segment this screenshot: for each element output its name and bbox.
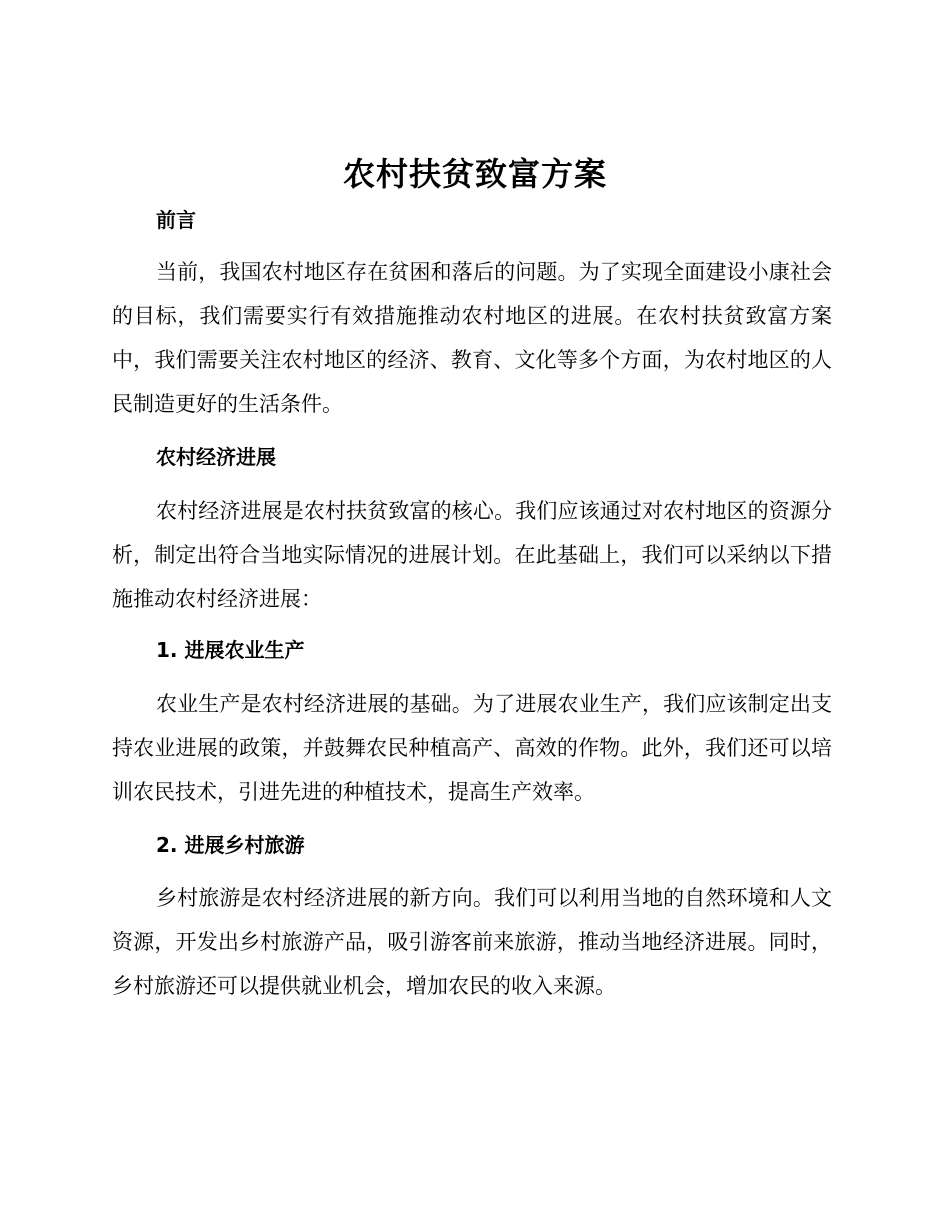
section-paragraph-rural-economy: 农村经济进展是农村扶贫致富的核心。我们应该通过对农村地区的资源分析，制定出符合当地实际情况的进展计划。在此基础上，我们可以采纳以下措施推动农村经济进展： <box>112 499 832 611</box>
section-paragraph-agriculture: 农业生产是农村经济进展的基础。为了进展农业生产，我们应该制定出支持农业进展的政策，并鼓舞农民种植高产、高效的作物。此外，我们还可以培训农民技术，引进先进的种植技术，提高生产效率。 <box>112 692 832 804</box>
section-heading-preface: 前言 <box>156 208 196 232</box>
document-title: 农村扶贫致富方案 <box>342 155 607 193</box>
section-heading-rural-economy: 农村经济进展 <box>156 445 276 469</box>
section-heading-rural-tourism: 2. 进展乡村旅游 <box>156 833 305 857</box>
section-paragraph-preface: 当前，我国农村地区存在贫困和落后的问题。为了实现全面建设小康社会的目标，我们需要实行有效措施推动农村地区的进展。在农村扶贫致富方案中，我们需要关注农村地区的经济、教育、文化等多个方面，为农村地区的人民制造更好的生活条件。 <box>112 260 832 416</box>
section-paragraph-rural-tourism: 乡村旅游是农村经济进展的新方向。我们可以利用当地的自然环境和人文资源，开发出乡村旅游产品，吸引游客前来旅游，推动当地经济进展。同时，乡村旅游还可以提供就业机会，增加农民的收入来源。 <box>112 886 832 998</box>
section-heading-agriculture: 1. 进展农业生产 <box>156 638 305 662</box>
